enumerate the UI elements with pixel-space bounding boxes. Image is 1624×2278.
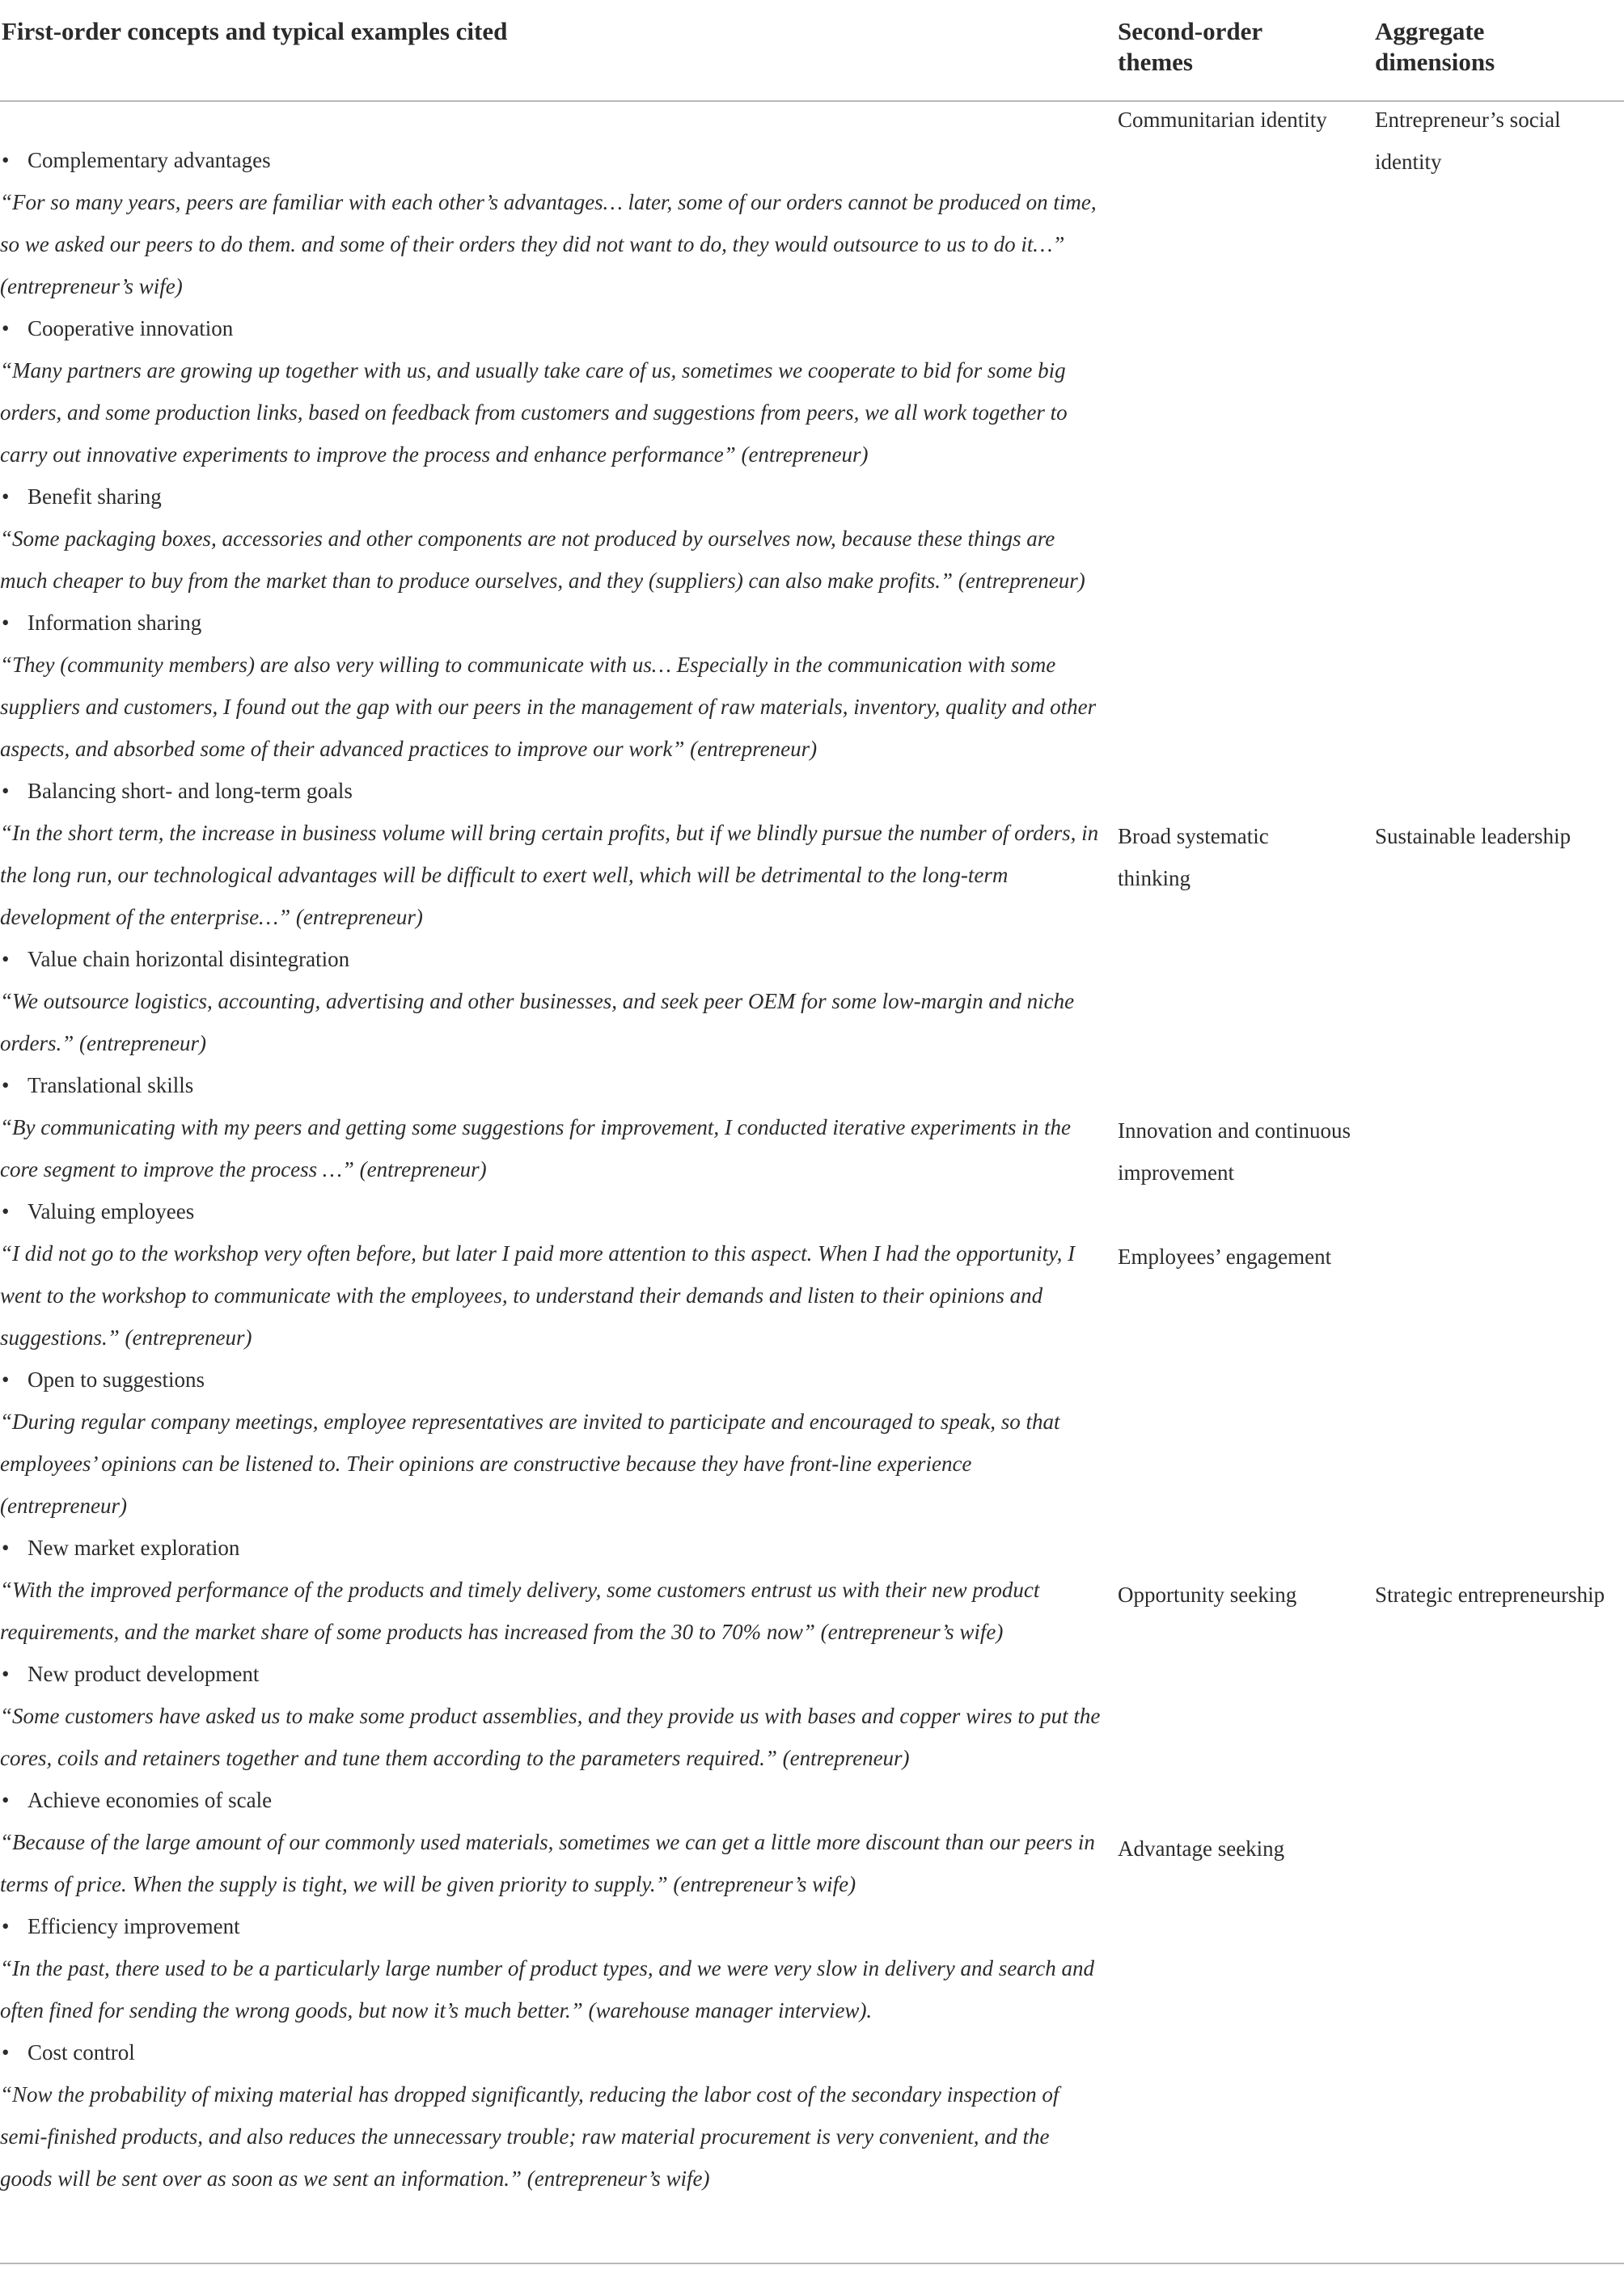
list-item xyxy=(0,938,1104,1064)
theme-innovation: Innovation and continuous improvement xyxy=(1118,1118,1351,1185)
quote-text: “They (community members) are also very willing to communicate with us… Especially in the communication with some suppliers and customers, I found out the gap with our peers in the management of raw materials, inventory, quality and other aspects, and absorbed some of their advanced practices to improve our work” (entrepreneur) xyxy=(0,653,1097,761)
quote-text: “We outsource logistics, accounting, advertising and other businesses, and seek peer OEM for some low-margin and niche orders.” (entrepreneur) xyxy=(0,989,1075,1055)
list-item xyxy=(0,2031,1104,2200)
bullet-icon: • xyxy=(2,1199,10,1224)
bullet-icon: • xyxy=(2,779,10,803)
table-header xyxy=(0,0,1624,102)
list-item xyxy=(0,1190,1104,1359)
concept-label: Efficiency improvement xyxy=(27,1914,240,1938)
concept-label: Value chain horizontal disintegration xyxy=(27,947,350,971)
dimension-strategic-entrepreneurship: Strategic entrepreneurship xyxy=(1375,1583,1605,1607)
bullet-icon: • xyxy=(2,2040,10,2065)
concept-label: New market exploration xyxy=(27,1536,240,1560)
quote-text: “With the improved performance of the products and timely delivery, some customers entrust us with their new product requirements, and the market share of some products has increased from the 30 to 70% now” (entrepreneur’s wife) xyxy=(0,1578,1040,1644)
concept-label: Open to suggestions xyxy=(27,1367,205,1392)
bullet-icon: • xyxy=(2,316,10,340)
list-item xyxy=(0,475,1104,602)
list-item xyxy=(0,139,1104,307)
concept-label: Cooperative innovation xyxy=(27,316,234,340)
concept-label: Benefit sharing xyxy=(27,484,162,509)
theme-opportunity: Opportunity seeking xyxy=(1118,1583,1297,1607)
theme-broad-systematic: Broad systematic thinking xyxy=(1118,824,1269,890)
theme-communitarian: Communitarian identity xyxy=(1118,108,1327,132)
quote-text: “Some packaging boxes, accessories and other components are not produced by ourselves now, because these things are much cheaper to buy from the market than to produce ourselves, and they (suppliers) can also make profits.” (entrepreneur) xyxy=(0,526,1085,593)
bullet-icon: • xyxy=(2,1662,10,1686)
bullet-icon: • xyxy=(2,1914,10,1938)
header-aggregate: Aggregate dimensions xyxy=(1375,17,1495,76)
quote-text: “In the short term, the increase in business volume will bring certain profits, but if we blindly pursue the number of orders, in the long run, our technological advantages will be difficult to exert well, which will be detrimental to the long-term development of the enterprise…” (entrepreneur) xyxy=(0,821,1099,929)
list-item xyxy=(0,1359,1104,1527)
quote-text: “Now the probability of mixing material has dropped significantly, reducing the labor cost of the secondary inspection of semi-finished products, and also reduces the unnecessary trouble; raw material procurement is very convenient, and the goods will be sent over as soon as we sent an information.” (entrepreneur’s wife) xyxy=(0,2082,1059,2191)
bullet-icon: • xyxy=(2,1367,10,1392)
bullet-icon: • xyxy=(2,1536,10,1560)
list-item xyxy=(0,1905,1104,2031)
concept-label: Achieve economies of scale xyxy=(27,1788,273,1812)
quote-text: “Some customers have asked us to make some product assemblies, and they provide us with bases and copper wires to put the cores, coils and retainers together and tune them according to the parameters required.” (entrepreneur) xyxy=(0,1704,1101,1770)
list-item xyxy=(0,307,1104,475)
bullet-icon: • xyxy=(2,1788,10,1812)
dimension-sustainable-leadership: Sustainable leadership xyxy=(1375,824,1571,848)
bottom-rule xyxy=(0,2263,1624,2264)
list-item xyxy=(0,1653,1104,1779)
theme-employees: Employees’ engagement xyxy=(1118,1245,1332,1269)
list-item xyxy=(0,770,1104,938)
concept-label: New product development xyxy=(27,1662,260,1686)
list-item xyxy=(0,1064,1104,1190)
bullet-icon: • xyxy=(2,148,10,172)
concept-label: Complementary advantages xyxy=(27,148,271,172)
list-item xyxy=(0,1527,1104,1653)
quote-text: “I did not go to the workshop very often before, but later I paid more attention to this aspect. When I had the opportunity, I went to the workshop to communicate with the employees, to understand their demands and listen to their opinions and suggestions.” (entrepreneur) xyxy=(0,1241,1076,1350)
bullet-icon: • xyxy=(2,947,10,971)
bullet-icon: • xyxy=(2,611,10,635)
quote-text: “During regular company meetings, employee representatives are invited to participate and encouraged to speak, so that employees’ opinions can be listened to. Their opinions are constructive because they have front-line experience (entrepreneur) xyxy=(0,1409,1060,1518)
concept-label: Translational skills xyxy=(27,1073,194,1097)
header-second-order: Second-order themes xyxy=(1118,17,1262,76)
theme-advantage: Advantage seeking xyxy=(1118,1836,1285,1861)
bullet-icon: • xyxy=(2,1073,10,1097)
list-item xyxy=(0,602,1104,770)
concepts-column xyxy=(0,139,1104,2200)
quote-text: “In the past, there used to be a particularly large number of product types, and we were very slow in delivery and search and often fined for sending the wrong goods, but now it’s much better.” (warehouse manager interview). xyxy=(0,1956,1095,2022)
concept-label: Cost control xyxy=(27,2040,135,2065)
concept-label: Information sharing xyxy=(27,611,202,635)
header-first-order: First-order concepts and typical examples cited xyxy=(2,17,508,45)
concept-label: Balancing short- and long-term goals xyxy=(27,779,353,803)
quote-text: “For so many years, peers are familiar with each other’s advantages… later, some of our orders cannot be produced on time, so we asked our peers to do them. and some of their orders they did not want to do, they would outsource to us to do it…” (entrepreneur’s wife) xyxy=(0,190,1097,298)
dimension-social-identity: Entrepreneur’s social identity xyxy=(1375,108,1561,174)
list-item xyxy=(0,1779,1104,1905)
quote-text: “By communicating with my peers and getting some suggestions for improvement, I conducted iterative experiments in the core segment to improve the process …” (entrepreneur) xyxy=(0,1115,1071,1181)
quote-text: “Because of the large amount of our commonly used materials, sometimes we can get a little more discount than our peers in terms of price. When the supply is tight, we will be given priority to supply.” (entrepreneur’s wife) xyxy=(0,1830,1095,1896)
quote-text: “Many partners are growing up together with us, and usually take care of us, sometimes we cooperate to bid for some big orders, and some production links, based on feedback from customers and suggestions from peers, we all work together to carry out innovative experiments to improve the process and enhance performance” (entrepreneur) xyxy=(0,358,1068,467)
concept-label: Valuing employees xyxy=(27,1199,195,1224)
bullet-icon: • xyxy=(2,484,10,509)
